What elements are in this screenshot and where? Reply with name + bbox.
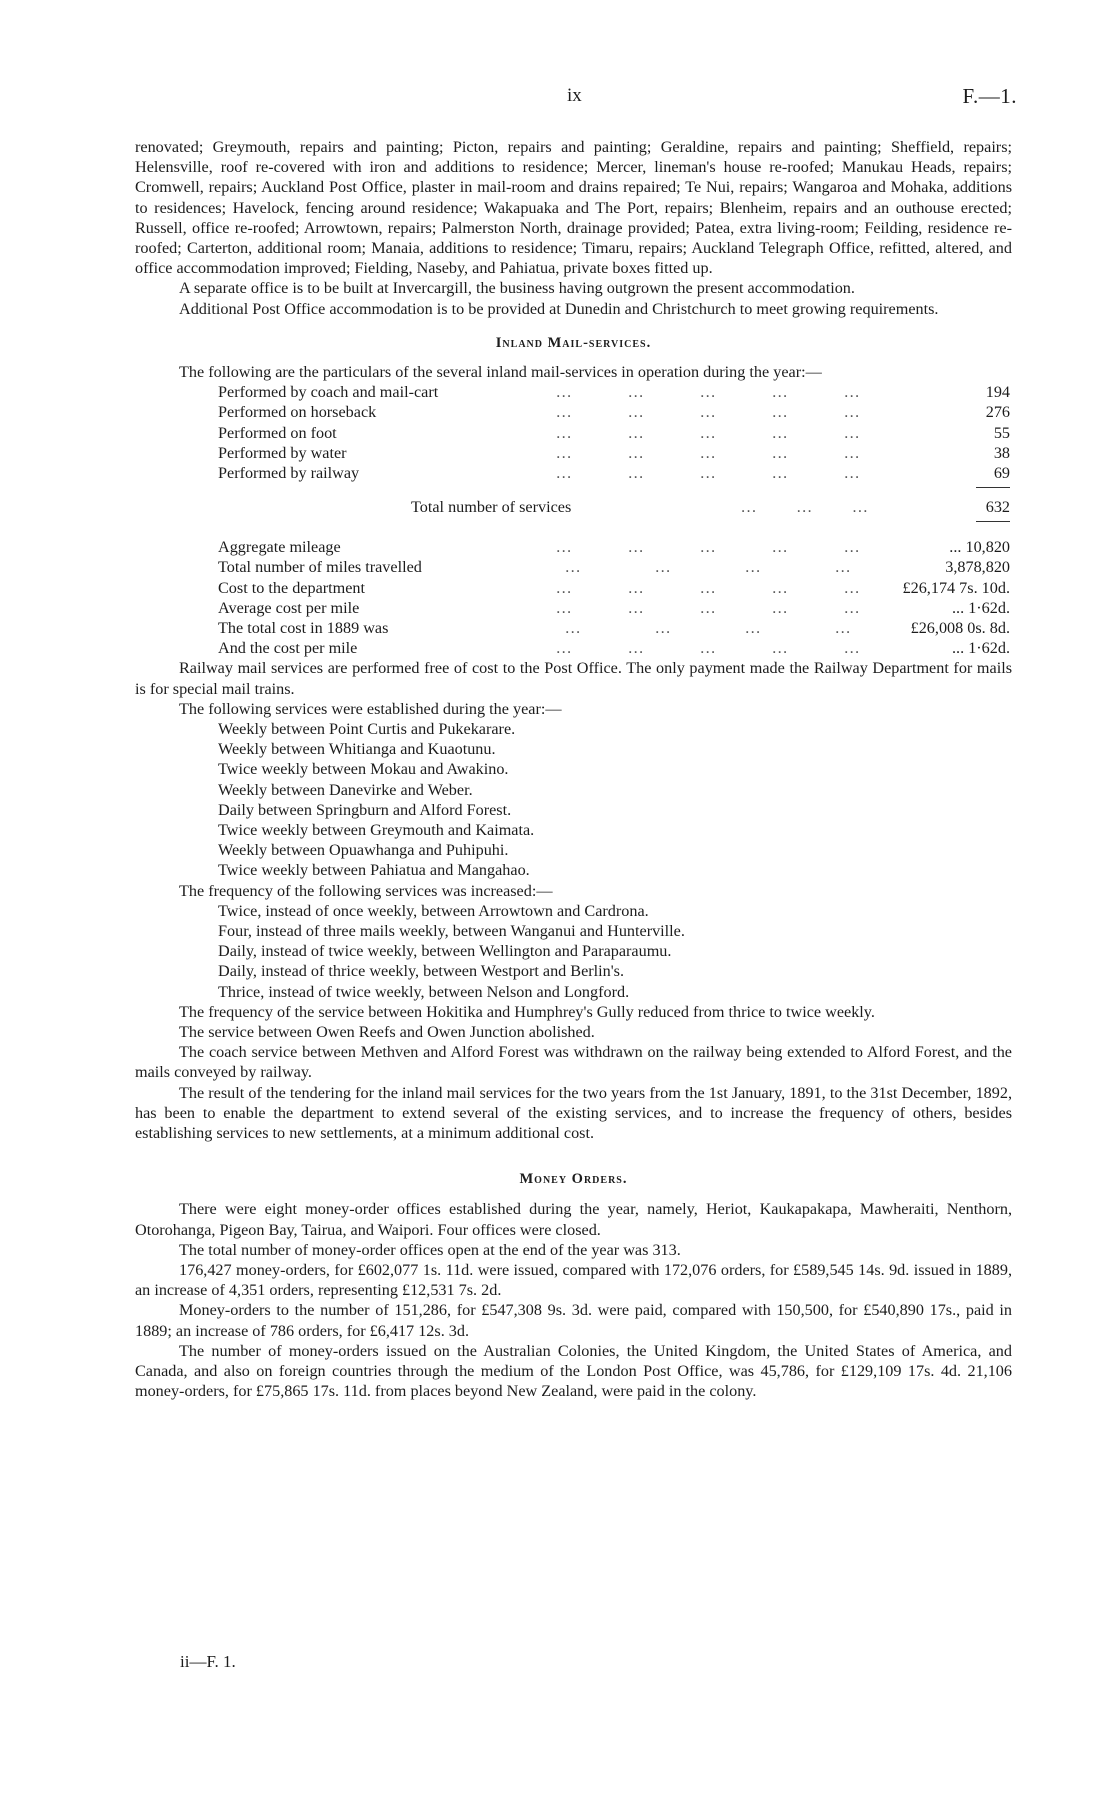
paragraph: 176,427 money-orders, for £602,077 1s. 11d. were issued, compared with 172,076 orders, for £589,545 14s. 9d. issued in 1889, an increase of 4,351 orders, representing £12,531 7s. 2d.	[135, 1260, 1012, 1300]
row-label: Performed by coach and mail-cart	[218, 383, 439, 402]
sum-rule	[218, 483, 1010, 491]
row-value: 69	[993, 463, 1010, 482]
total-row	[218, 491, 1010, 517]
row-value: ... 10,820	[949, 538, 1010, 557]
paragraph: The frequency of the following services was increased:—	[179, 881, 553, 900]
dot-leaders: … … … … …	[556, 443, 860, 462]
paragraph: Railway mail services are performed free of cost to the Post Office. The only payment made the Railway Department for mails is for special mail trains.	[135, 659, 1012, 698]
page-number: ix	[567, 85, 582, 106]
paragraph: The service between Owen Reefs and Owen Junction abolished.	[179, 1022, 595, 1041]
list-item: Weekly between Whitianga and Kuaotunu.	[218, 740, 496, 759]
section-heading-inland-mail: Inland Mail-services.	[495, 334, 652, 351]
table-row	[218, 578, 1010, 598]
row-label: Total number of miles travelled	[218, 558, 422, 577]
row-value: ... 1·62d.	[952, 598, 1010, 617]
services-table	[218, 382, 1010, 658]
paragraph: The total number of money-order offices open at the end of the year was 313.	[179, 1240, 681, 1259]
paragraph: renovated; Greymouth, repairs and painting; Picton, repairs and painting; Geraldine, repairs and painting; Sheffield, repairs; Helensville, roof re-covered with iron and additions to residence; Mercer, lineman's house re-roofed; Manukau Heads, repairs; Cromwell, repairs; Auckland Post Office, plaster in mail-room and drains repaired; Te Nui, repairs; Wangaroa and Mohaka, additions to residences; Havelock, fencing around residence; Wakapuaka and The Port, repairs; Blenheim, repairs and an outhouse erected; Russell, office re-roofed; Arrowtown, repairs; Palmerston North, drainage provided; Patea, extra living-room; Feilding, residence re-roofed; Carterton, additional room; Manaia, additions to residence; Timaru, repairs; Auckland Telegraph Office, refitted, altered, and office accommodation improved; Fielding, Naseby, and Pahiatua, private boxes fitted up.	[135, 138, 1012, 278]
row-value: £26,008 0s. 8d.	[910, 618, 1010, 637]
list-item: Thrice, instead of twice weekly, between Nelson and Longford.	[218, 982, 630, 1001]
total-label: Total number of services	[411, 497, 572, 516]
table-row	[218, 638, 1010, 658]
dot-leaders: … … … … …	[556, 463, 860, 482]
table-row	[218, 463, 1010, 483]
page-header	[0, 86, 1114, 110]
row-label: Aggregate mileage	[218, 538, 341, 557]
list-item: Daily, instead of thrice weekly, between Westport and Berlin's.	[218, 962, 625, 981]
row-value: 276	[985, 403, 1010, 422]
section-heading-money-orders: Money Orders.	[519, 1171, 628, 1188]
paragraph: The coach service between Methven and Alford Forest was withdrawn on the railway being extended to Alford Forest, and the mails conveyed by railway.	[135, 1043, 1012, 1082]
dot-leaders: … … … … …	[556, 383, 860, 402]
table-row	[218, 618, 1010, 638]
row-label: Performed by water	[218, 443, 347, 462]
table-row	[218, 598, 1010, 618]
established-services-list	[218, 719, 1012, 881]
row-label: Performed on foot	[218, 423, 337, 442]
row-value: 194	[985, 383, 1010, 402]
list-item: Twice weekly between Mokau and Awakino.	[218, 760, 509, 779]
dot-leaders: … … … …	[565, 618, 851, 637]
table-row	[218, 423, 1010, 443]
dot-leaders: … … … … …	[556, 423, 860, 442]
row-label: Average cost per mile	[218, 598, 360, 617]
list-item: Weekly between Opuawhanga and Puhipuhi.	[218, 841, 509, 860]
paragraph: The frequency of the service between Hokitika and Humphrey's Gully reduced from thrice to twice weekly.	[179, 1002, 875, 1021]
row-value: 55	[993, 423, 1010, 442]
row-value: ... 1·62d.	[952, 639, 1010, 658]
list-item: Weekly between Point Curtis and Pukekarare.	[218, 719, 516, 738]
table-row	[218, 443, 1010, 463]
dot-leaders: … … … …	[565, 558, 851, 577]
increased-services-list	[218, 901, 1012, 1002]
list-item: Twice weekly between Pahiatua and Mangahao.	[218, 861, 530, 880]
table-row	[218, 557, 1010, 577]
list-item: Daily between Springburn and Alford Forest.	[218, 800, 512, 819]
list-item: Daily, instead of twice weekly, between Wellington and Paraparaumu.	[218, 942, 672, 961]
list-item: Weekly between Danevirke and Weber.	[218, 780, 473, 799]
row-label: Performed by railway	[218, 463, 360, 482]
list-item: Four, instead of three mails weekly, between Wanganui and Hunterville.	[218, 921, 685, 940]
paragraph: Money-orders to the number of 151,286, for £547,308 9s. 3d. were paid, compared with 150,500, for £540,890 17s., paid in 1889; an increase of 786 orders, for £6,417 12s. 3d.	[135, 1301, 1012, 1340]
row-label: Performed on horseback	[218, 403, 377, 422]
paragraph: The following services were established during the year:—	[179, 699, 562, 718]
paragraph: The following are the particulars of the several inland mail-services in operation during the year:—	[179, 363, 822, 382]
page-body	[135, 137, 1012, 1401]
signature-mark: ii—F. 1.	[180, 1652, 236, 1671]
dot-leaders: … … … … …	[556, 639, 860, 658]
row-label: And the cost per mile	[218, 639, 358, 658]
dot-leaders: … … …	[741, 497, 868, 516]
table-row	[218, 402, 1010, 422]
row-value: 3,878,820	[945, 558, 1010, 577]
dot-leaders: … … … … …	[556, 598, 860, 617]
dot-leaders: … … … … …	[556, 403, 860, 422]
paragraph: The number of money-orders issued on the Australian Colonies, the United Kingdom, the United States of America, and Canada, and also on foreign countries through the medium of the London Post Office, was 45,786, for £129,109 17s. 4d. 21,106 money-orders, for £75,865 17s. 11d. from places beyond New Zealand, were paid in the colony.	[135, 1341, 1012, 1401]
paragraph: A separate office is to be built at Invercargill, the business having outgrown the present accommodation.	[179, 279, 855, 298]
table-row	[218, 537, 1010, 557]
dot-leaders: … … … … …	[556, 578, 860, 597]
list-item: Twice weekly between Greymouth and Kaimata.	[218, 820, 535, 839]
row-value: £26,174 7s. 10d.	[902, 578, 1010, 597]
dot-leaders: … … … … …	[556, 538, 860, 557]
document-reference: F.—1.	[962, 84, 1017, 108]
paragraph: There were eight money-order offices established during the year, namely, Heriot, Kaukapakapa, Mawheraiti, Nenthorn, Otorohanga, Pigeon Bay, Tairua, and Waipori. Four offices were closed.	[135, 1200, 1012, 1239]
table-row	[218, 382, 1010, 402]
row-value: 38	[993, 443, 1010, 462]
paragraph: Additional Post Office accommodation is to be provided at Dunedin and Christchurch to meet growing requirements.	[179, 299, 939, 318]
row-label: The total cost in 1889 was	[218, 618, 389, 637]
paragraph: The result of the tendering for the inland mail services for the two years from the 1st January, 1891, to the 31st December, 1892, has been to enable the department to extend several of the existing services, and to increase the frequency of others, besides establishing services to new settlements, at a minimum additional cost.	[135, 1083, 1012, 1142]
sum-rule	[218, 517, 1010, 525]
list-item: Twice, instead of once weekly, between Arrowtown and Cardrona.	[218, 901, 649, 920]
total-value: 632	[985, 497, 1010, 516]
row-label: Cost to the department	[218, 578, 366, 597]
